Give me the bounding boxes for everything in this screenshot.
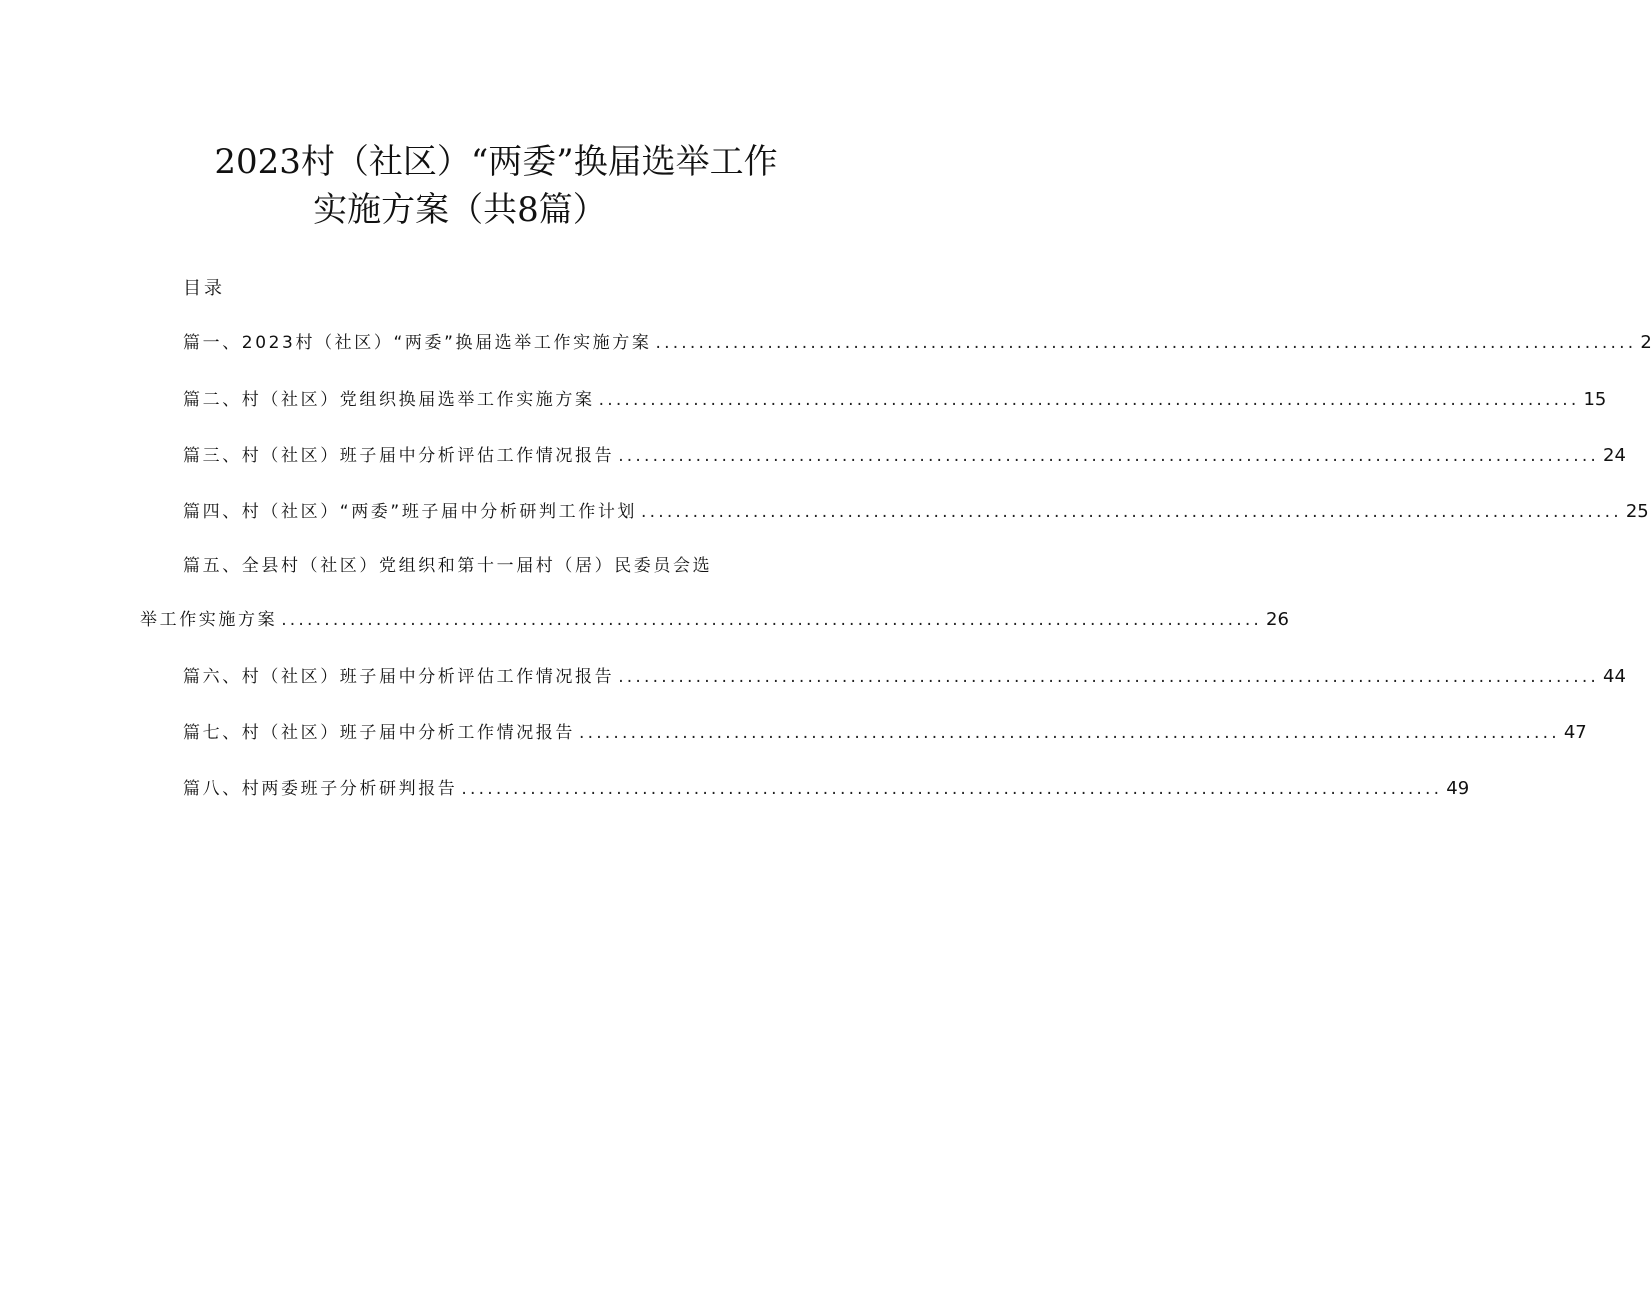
toc-leader-dots: ..................................................................................................................: [598, 390, 1580, 410]
document-title-line-1: 2023村（社区）“两委”换届选举工作: [214, 142, 778, 182]
toc-entry-label: 篇二、村（社区）党组织换届选举工作实施方案: [183, 390, 595, 410]
toc-entry-2[interactable]: [183, 388, 1607, 412]
toc-page-number: 24: [1603, 445, 1626, 466]
toc-entry-label: 篇三、村（社区）班子届中分析评估工作情况报告: [183, 446, 615, 466]
toc-entry-1[interactable]: [183, 331, 1652, 355]
toc-entry-5[interactable]: [140, 608, 1289, 632]
toc-entry-label: 举工作实施方案: [140, 610, 278, 630]
toc-leader-dots: ..................................................................................................................: [618, 446, 1600, 466]
toc-entry-5-line-1[interactable]: 篇五、全县村（社区）党组织和第十一届村（居）民委员会选: [183, 556, 713, 576]
toc-page-number: 2: [1640, 332, 1652, 353]
toc-entry-7[interactable]: [183, 721, 1587, 745]
toc-page-number: 44: [1603, 666, 1626, 687]
toc-leader-dots: ..................................................................................................................: [655, 333, 1637, 353]
toc-page-number: 26: [1266, 609, 1289, 630]
toc-leader-dots: ..................................................................................................................: [281, 610, 1263, 630]
toc-leader-dots: ..................................................................................................................: [641, 502, 1622, 522]
toc-entry-6[interactable]: [183, 665, 1626, 689]
toc-leader-dots: ..................................................................................................................: [579, 723, 1560, 743]
toc-page-number: 49: [1446, 778, 1470, 799]
toc-entry-label: 篇一、2023村（社区）“两委”换届选举工作实施方案: [183, 333, 652, 353]
toc-page-number: 25: [1625, 501, 1649, 522]
toc-page-number: 15: [1583, 389, 1607, 410]
toc-entry-4[interactable]: [183, 500, 1649, 524]
toc-page-number: 47: [1563, 722, 1587, 743]
toc-entry-3[interactable]: [183, 444, 1626, 468]
toc-leader-dots: ..................................................................................................................: [618, 667, 1600, 687]
document-title-line-2: 实施方案（共8篇）: [313, 190, 607, 230]
toc-entry-label: 篇八、村两委班子分析研判报告: [183, 779, 458, 799]
toc-entry-8[interactable]: [183, 777, 1470, 801]
toc-entry-label: 篇七、村（社区）班子届中分析工作情况报告: [183, 723, 575, 743]
toc-heading: 目录: [183, 278, 225, 299]
toc-entry-label: 篇六、村（社区）班子届中分析评估工作情况报告: [183, 667, 615, 687]
toc-entry-label: 篇四、村（社区）“两委”班子届中分析研判工作计划: [183, 502, 638, 522]
toc-leader-dots: ..................................................................................................................: [461, 779, 1443, 799]
